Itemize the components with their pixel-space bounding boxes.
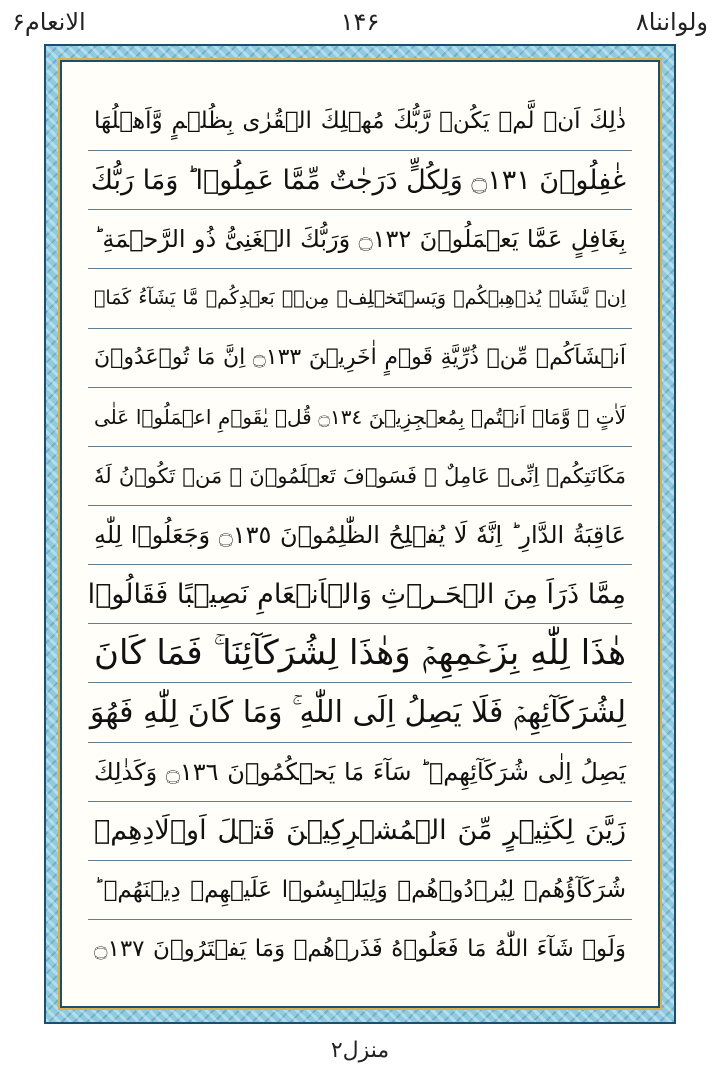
manzil-label: منزل۲ (330, 1038, 390, 1063)
line-text: شُرَكَآؤُهُمۡ لِيُرۡدُوۡهُمۡ وَلِيَلۡبِسُوۡا عَلَيۡهِمۡ دِيۡنَهُمۡ ؕ (94, 876, 626, 903)
verse-lines (88, 92, 632, 978)
line-text: وَلَوۡ شَآءَ اللّٰهُ مَا فَعَلُوۡهُ فَذَرۡهُمۡ وَمَا يَفۡتَرُوۡنَ ۝١٣٧ (94, 936, 626, 963)
text-line (88, 683, 632, 742)
line-text: اَنۡشَاَكُمۡ مِّنۡ ذُرِّيَّةِ قَوۡمٍ اٰخَرِيۡنَ ۝١٣٣ اِنَّ مَا تُوۡعَدُوۡنَ (94, 345, 626, 371)
text-line (88, 861, 632, 920)
text-line (88, 920, 632, 978)
text-line (88, 388, 632, 447)
text-line (88, 329, 632, 388)
page-number: ۱۴۶ (340, 8, 380, 36)
text-line (88, 447, 632, 506)
line-text: عَاقِبَةُ الدَّارِ ؕ اِنَّهٗ لَا يُفۡلِحُ الظّٰلِمُوۡنَ ۝١٣٥ وَجَعَلُوۡا لِلّٰهِ (94, 521, 626, 550)
line-text: مِمَّا ذَرَاَ مِنَ الۡحَـرۡثِ وَالۡاَنۡعَامِ نَصِيۡبًا فَقَالُوۡا (88, 578, 626, 610)
line-text: يَصِلُ اِلٰى شُرَكَآئِهِمۡ ؕ سَآءَ مَا يَحۡكُمُوۡنَ ۝١٣٦ وَكَذٰلِكَ (94, 757, 627, 786)
ornamental-border (44, 44, 676, 1024)
text-line (88, 624, 632, 683)
line-text: هٰذَا لِلّٰهِ بِزَعۡمِهِمۡ وَهٰذَا لِشُرَكَآئِنَا ۚ فَمَا كَانَ (94, 633, 626, 674)
text-line (88, 506, 632, 565)
surah-name: الانعام۶ (12, 8, 86, 36)
text-line (88, 92, 632, 151)
line-text: زَيَّنَ لِكَثِيۡرٍ مِّنَ الۡمُشۡرِكِيۡنَ قَتۡلَ اَوۡلَادِهِمۡ (94, 815, 626, 847)
line-text: بِغَافِلٍ عَمَّا يَعۡمَلُوۡنَ ۝١٣٢ وَرَبُّكَ الۡغَنِىُّ ذُو الرَّحۡمَةِ ؕ (94, 225, 626, 254)
line-text: اِنۡ يَّشَاۡ يُذۡهِبۡكُمۡ وَيَسۡتَخۡلِفۡ مِنۡۢ بَعۡدِكُمۡ مَّا يَشَآءُ كَمَاۤ (94, 287, 626, 310)
text-line (88, 269, 632, 328)
line-text: لَاٰتٍ ۙ وَّمَاۤ اَنۡتُمۡ بِمُعۡجِزِيۡنَ ۝١٣٤ قُلۡ يٰقَوۡمِ اعۡمَلُوۡا عَلٰى (94, 404, 626, 429)
text-line (88, 151, 632, 210)
text-line (88, 743, 632, 802)
line-text: لِشُرَكَآئِهِمۡ فَلَا يَصِلُ اِلَى اللّٰهِ ۚ وَمَا كَانَ لِلّٰهِ فَهُوَ (89, 694, 626, 730)
page-header (0, 6, 720, 44)
text-line (88, 210, 632, 269)
line-text: ذٰلِكَ اَنۡ لَّمۡ يَكُنۡ رَّبُّكَ مُهۡلِكَ الۡقُرٰى بِظُلۡمٍ وَّاَهۡلُهَا (94, 108, 626, 135)
juz-name: ولواننا۸ (635, 8, 708, 36)
line-text: مَكَانَتِكُمۡ اِنِّىۡ عَامِلٌ ۚ فَسَوۡفَ تَعۡلَمُوۡنَ ۙ مَنۡ تَكُوۡنُ لَهٗ (94, 463, 626, 488)
text-line (88, 565, 632, 624)
text-panel (60, 60, 660, 1008)
text-line (88, 802, 632, 861)
line-text: غٰفِلُوۡنَ ۝١٣١ وَلِكُلٍّ دَرَجٰتٌ مِّمَّا عَمِلُوۡا ؕ وَمَا رَبُّكَ (90, 164, 626, 196)
